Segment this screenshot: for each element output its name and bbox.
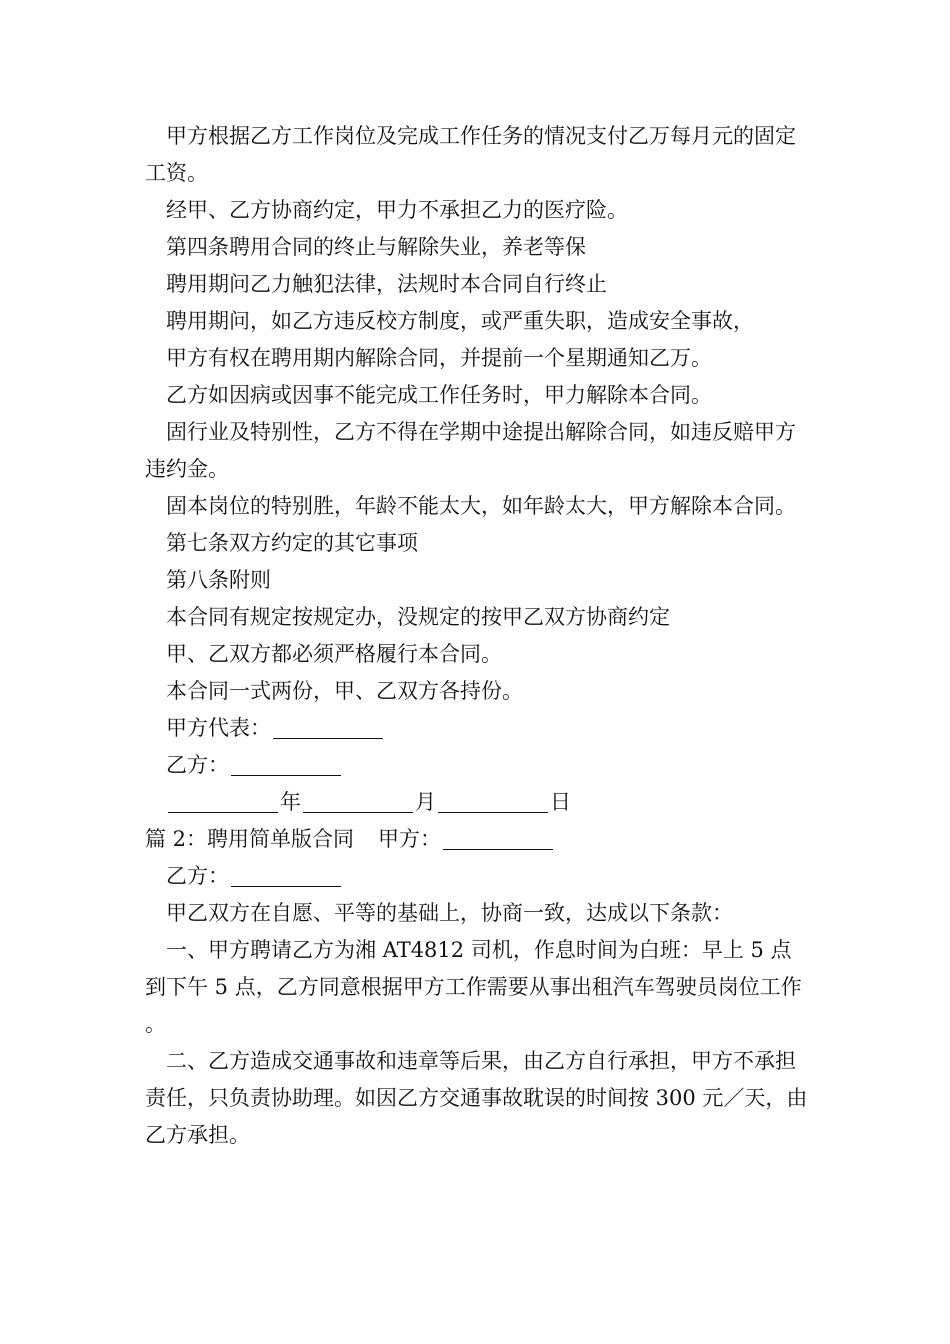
party-b-label: 乙方： [166,753,229,777]
paragraph-party-a-right: 甲方有权在聘用期内解除合同，并提前一个星期通知乙万。 [166,346,712,370]
article-2-party-a-label: 甲方： [378,827,442,851]
article-2-party-b-label: 乙方： [166,864,229,888]
article-2-clause-2: 二、乙方造成交通事故和违章等后果，由乙方自行承担，甲方不承担责任，只负责协助理。如因乙方交通事故耽误的时间按 300 元／天，由乙方承担。 [145,1049,808,1147]
article-2-clause-1: 一、甲方聘请乙方为湘 AT4812 司机，作息时间为白班：早上 5 点到下午 5 点，乙方同意根据甲方工作需要从事出租汽车驾驶员岗位工作。 [145,938,802,1036]
article-2-party-b-blank [231,864,341,887]
day-label: 日 [550,790,571,814]
paragraph-illness: 乙方如因病或因事不能完成工作任务时，甲力解除本合同。 [166,383,712,407]
article-2-party-a-blank [443,827,553,850]
paragraph-article-4-heading: 第四条聘用合同的终止与解除失业，养老等保 [166,235,586,259]
party-a-signature-blank [273,716,383,739]
year-blank [168,790,278,813]
paragraph-violation: 聘用期问，如乙方违反校方制度，或严重失职，造成安全事故， [166,309,754,333]
year-label: 年 [280,790,301,814]
date-line [145,784,810,821]
document-body [145,118,810,1154]
paragraph-article-7-heading: 第七条双方约定的其它事项 [166,531,418,555]
article-2-heading-line [145,821,810,858]
paragraph-industry-special: 固行业及特别性，乙方不得在学期中途提出解除合同，如违反赔甲方违约金。 [145,420,796,481]
article-2-preamble: 甲乙双方在自愿、平等的基础上，协商一致，达成以下条款： [166,901,733,925]
article-2-party-b-line [145,858,810,895]
party-b-signature-blank [231,753,341,776]
signature-line-party-b [145,747,810,784]
paragraph-regulations: 本合同有规定按规定办，没规定的按甲乙双方协商约定 [166,605,670,629]
day-blank [438,790,548,813]
month-blank [303,790,413,813]
paragraph-strict-performance: 甲、乙双方都必须严格履行本合同。 [166,642,502,666]
paragraph-copies: 本合同一式两份，甲、乙双方各持份。 [166,679,523,703]
article-2-heading: 篇 2：聘用简单版合同 [145,827,355,851]
paragraph-fixed-salary: 甲方根据乙方工作岗位及完成工作任务的情况支付乙万每月元的固定工资。 [145,124,796,185]
paragraph-termination-law: 聘用期问乙力触犯法律，法规时本合同自行终止 [166,272,607,296]
month-label: 月 [415,790,436,814]
paragraph-medical-insurance: 经甲、乙方协商约定，甲力不承担乙力的医疗险。 [166,198,628,222]
signature-line-party-a [145,710,810,747]
paragraph-article-8-heading: 第八条附则 [166,568,271,592]
paragraph-age-limit: 固本岗位的特别胜，年龄不能太大，如年龄太大，甲方解除本合同。 [166,494,796,518]
party-a-representative-label: 甲方代表： [166,716,271,740]
